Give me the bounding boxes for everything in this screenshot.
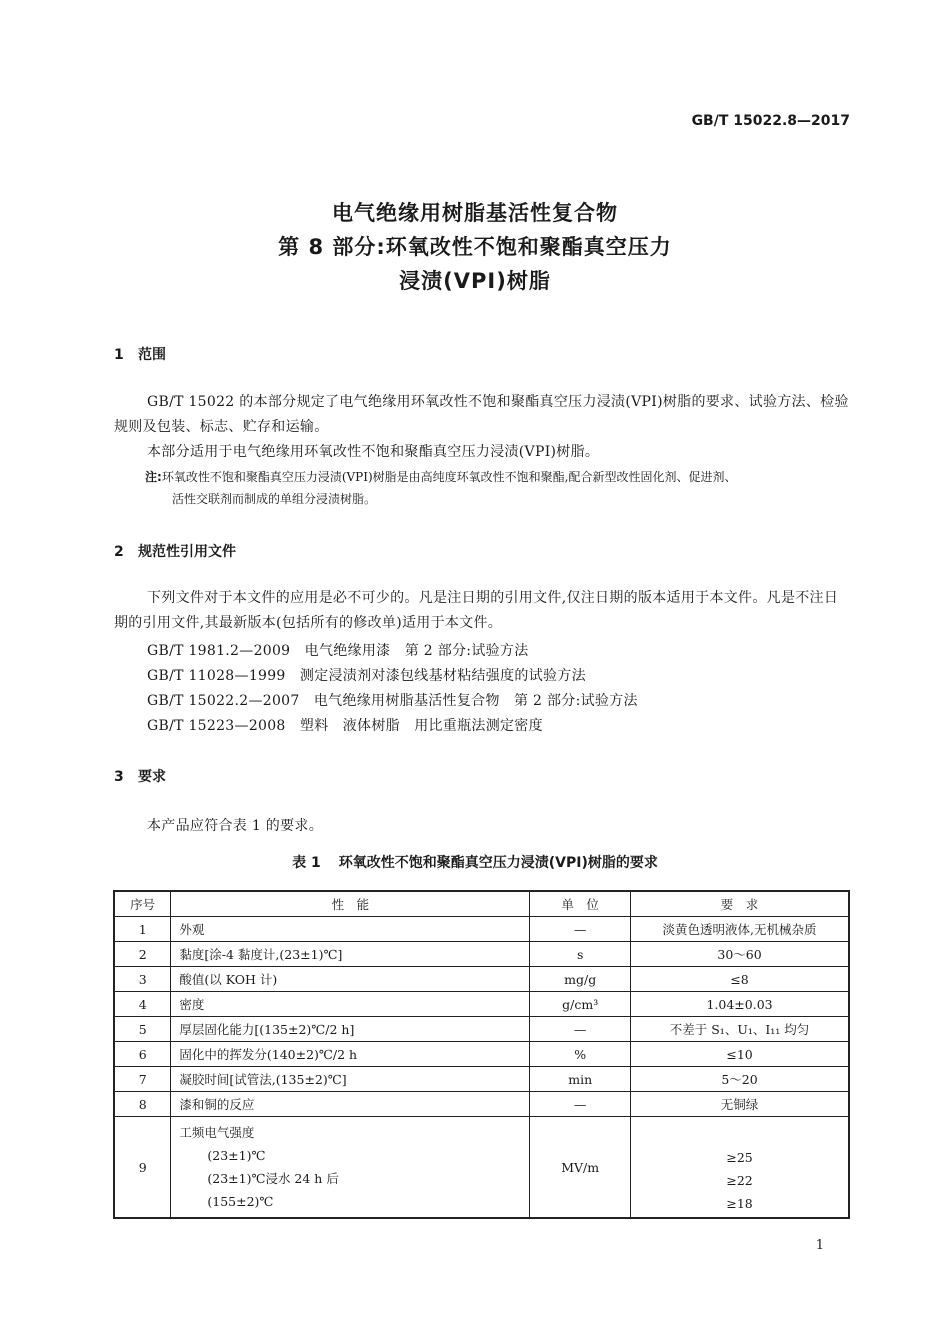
cell-unit: min xyxy=(530,1067,631,1092)
page-number: 1 xyxy=(815,1238,824,1253)
reference-1: GB/T 1981.2—2009 电气绝缘用漆 第 2 部分:试验方法 xyxy=(147,643,529,659)
cell-requirement: 1.04±0.03 xyxy=(631,992,849,1017)
cell-requirement: 淡黄色透明液体,无机械杂质 xyxy=(631,917,849,942)
cell-property: 固化中的挥发分(140±2)℃/2 h xyxy=(171,1042,530,1067)
cell-unit: — xyxy=(530,917,631,942)
table-row xyxy=(114,1017,849,1042)
requirement-value-1: ≥25 xyxy=(726,1150,753,1165)
cell-requirement: ≤10 xyxy=(631,1042,849,1067)
reference-2: GB/T 11028—1999 测定浸渍剂对漆包线基材粘结强度的试验方法 xyxy=(147,668,586,684)
cell-seq: 8 xyxy=(114,1092,171,1117)
requirement-value-2: ≥22 xyxy=(726,1173,753,1188)
title-line-2: 第 8 部分:环氧改性不饱和聚酯真空压力 xyxy=(278,235,672,259)
table-row xyxy=(114,1092,849,1117)
section-3-number: 3 xyxy=(114,769,124,785)
note-text-line-2: 活性交联剂而制成的单组分浸渍树脂。 xyxy=(172,492,377,506)
cell-property: 酸值(以 KOH 计) xyxy=(171,967,530,992)
header-seq: 序号 xyxy=(114,891,171,917)
cell-unit: — xyxy=(530,1092,631,1117)
cell-requirement: 30～60 xyxy=(631,942,849,967)
standard-code: GB/T 15022.8—2017 xyxy=(691,113,850,129)
cell-unit: MV/m xyxy=(530,1117,631,1219)
cell-property: 外观 xyxy=(171,917,530,942)
cell-unit: — xyxy=(530,1017,631,1042)
cell-unit: % xyxy=(530,1042,631,1067)
header-unit: 单 位 xyxy=(530,891,631,917)
cell-unit: g/cm³ xyxy=(530,992,631,1017)
cell-requirement: 无铜绿 xyxy=(631,1092,849,1117)
document-title xyxy=(0,196,950,298)
cell-seq: 3 xyxy=(114,967,171,992)
section-2-number: 2 xyxy=(114,544,124,560)
cell-seq: 9 xyxy=(114,1117,171,1219)
property-sub-2: (23±1)℃浸水 24 h 后 xyxy=(207,1171,339,1186)
title-line-3: 浸渍(VPI)树脂 xyxy=(399,269,551,293)
cell-requirement: 不差于 S₁、U₁、I₁₁ 均匀 xyxy=(631,1017,849,1042)
note-label: 注: xyxy=(145,470,162,484)
header-property: 性 能 xyxy=(171,891,530,917)
cell-property: 黏度[涂-4 黏度计,(23±1)℃] xyxy=(171,942,530,967)
cell-property: 密度 xyxy=(171,992,530,1017)
requirements-table xyxy=(113,890,850,1219)
cell-seq: 4 xyxy=(114,992,171,1017)
section-3-title: 要求 xyxy=(138,769,166,785)
section-2-title: 规范性引用文件 xyxy=(138,544,236,560)
table-header-row xyxy=(114,891,849,917)
cell-property: 厚层固化能力[(135±2)℃/2 h] xyxy=(171,1017,530,1042)
section-1-paragraph-2: 本部分适用于电气绝缘用环氧改性不饱和聚酯真空压力浸渍(VPI)树脂。 xyxy=(147,444,600,460)
cell-seq: 1 xyxy=(114,917,171,942)
section-2-heading xyxy=(114,541,236,561)
cell-seq: 6 xyxy=(114,1042,171,1067)
property-sub-3: (155±2)℃ xyxy=(207,1194,274,1209)
table-row xyxy=(114,992,849,1017)
reference-3: GB/T 15022.2—2007 电气绝缘用树脂基活性复合物 第 2 部分:试验方法 xyxy=(147,693,638,709)
table-row xyxy=(114,942,849,967)
cell-seq: 2 xyxy=(114,942,171,967)
table-caption-text: 环氧改性不饱和聚酯真空压力浸渍(VPI)树脂的要求 xyxy=(338,855,658,871)
cell-seq: 7 xyxy=(114,1067,171,1092)
cell-unit: mg/g xyxy=(530,967,631,992)
table-row-multi xyxy=(114,1117,849,1219)
requirement-value-3: ≥18 xyxy=(726,1196,753,1211)
cell-property xyxy=(171,1117,530,1219)
section-1-title: 范围 xyxy=(138,347,166,363)
note-text-line-1: 环氧改性不饱和聚酯真空压力浸渍(VPI)树脂是由高纯度环氧改性不饱和聚酯,配合新型改性固化剂、促进剂、 xyxy=(161,470,737,484)
table-row xyxy=(114,967,849,992)
table-row xyxy=(114,1042,849,1067)
cell-property: 漆和铜的反应 xyxy=(171,1092,530,1117)
property-sub-1: (23±1)℃ xyxy=(207,1148,266,1163)
cell-seq: 5 xyxy=(114,1017,171,1042)
header-requirement: 要 求 xyxy=(631,891,849,917)
table-row xyxy=(114,1067,849,1092)
section-3-heading xyxy=(114,766,166,786)
cell-property: 凝胶时间[试管法,(135±2)℃] xyxy=(171,1067,530,1092)
cell-unit: s xyxy=(530,942,631,967)
table-caption-number: 表 1 xyxy=(292,855,321,871)
section-1-heading xyxy=(114,344,166,364)
cell-requirement: 5～20 xyxy=(631,1067,849,1092)
table-caption xyxy=(0,852,950,872)
reference-4: GB/T 15223—2008 塑料 液体树脂 用比重瓶法测定密度 xyxy=(147,718,543,734)
section-1-number: 1 xyxy=(114,347,124,363)
table-row xyxy=(114,917,849,942)
section-1-paragraph-1: GB/T 15022 的本部分规定了电气绝缘用环氧改性不饱和聚酯真空压力浸渍(VPI)树脂的要求、试验方法、检验规则及包装、标志、贮存和运输。 xyxy=(114,394,849,435)
section-2-paragraph-1: 下列文件对于本文件的应用是必不可少的。凡是注日期的引用文件,仅注日期的版本适用于本文件。凡是不注日期的引用文件,其最新版本(包括所有的修改单)适用于本文件。 xyxy=(114,590,839,631)
title-line-1: 电气绝缘用树脂基活性复合物 xyxy=(332,201,618,225)
cell-requirement: ≤8 xyxy=(631,967,849,992)
section-1-note xyxy=(145,466,851,510)
section-3-paragraph-1: 本产品应符合表 1 的要求。 xyxy=(147,818,324,834)
cell-requirement xyxy=(631,1117,849,1219)
property-title: 工频电气强度 xyxy=(179,1125,255,1140)
